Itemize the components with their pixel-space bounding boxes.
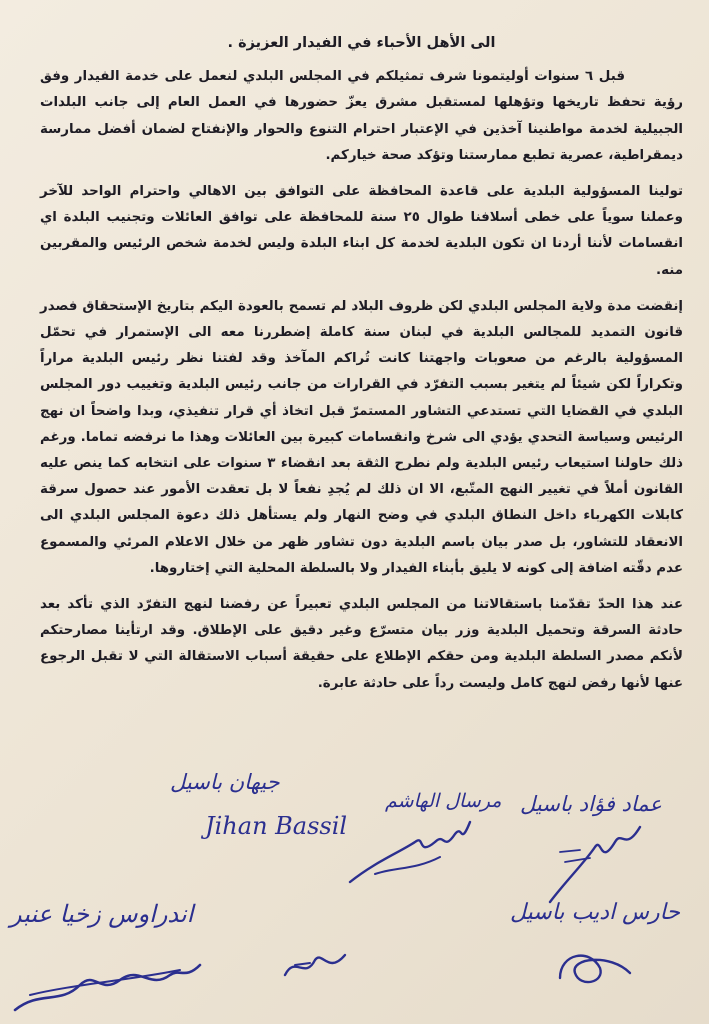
paragraph-4: عند هذا الحدّ تقدّمنا باستقالاتنا من المجلس البلدي تعبيراً عن رفضنا لنهج التفرّد الذي تأكد بعد حادثة السرقة وتحميل البلدية وزر بيان متسرّع وغير دقيق على الإطلاق. وقد ارتأينا مصارحتكم لأنكم مصدر السلطة البلدية ومن حقكم الإطلاع على حقيقة أسباب الاستقالة التي لا تقبل الرجوع عنها لأنها رفض لنهج كامل وليست رداً على حادثة عابرة. xyxy=(40,597,683,691)
signature-6-scribble xyxy=(280,945,350,985)
signature-5-scribble xyxy=(10,950,210,1020)
signature-2-scribble xyxy=(345,812,475,892)
paragraph-2: تولينا المسؤولية البلدية على قاعدة المحافظة على التوافق بين الاهالي واحترام الواحد للآخر وعملنا سوياً على خطى أسلافنا طوال ٢٥ سنة للمحافظة على توافق العائلات وتجنيب البلدة اي انقسامات لأننا أردنا ان تكون البلدية لخدمة كل ابناء البلدة وليس لخدمة شخص الرئيس والمقربين منه. xyxy=(40,184,683,278)
signature-3-scribble xyxy=(540,822,660,912)
signatures-area: جيهان باسيل Jihan Bassil مرسال الهاشم عماد فؤاد باسيل حارس اديب باسيل اندراوس زخيا عنبر xyxy=(0,770,709,1024)
letter-title: الى الأهل الأحباء في الفيدار العزيزة . xyxy=(227,35,496,51)
paragraph-3: إنقضت مدة ولاية المجلس البلدي لكن ظروف البلاد لم تسمح بالعودة اليكم بتاريخ الإستحقاق فصدر قانون التمديد للمجالس البلدية في لبنان سنة كاملة إضطررنا معه الى الإستمرار في تحمّل المسؤولية بالرغم من صعوبات واجهتنا كانت تُراكم المآخذ وقد لفتنا نظر رئيس البلدية مراراً وتكراراً لكن شيئاً لم يتغير بسبب التفرّد في القرارات من جانب رئيس البلدية وتغييب دور المجلس البلدي في القضايا التي تستدعي التشاور المستمرّ قبل اتخاذ أي قرار تنفيذي، وبدا واضحاً ان نهج الرئيس وسياسة التحدي يؤدي الى شرخ وانقسامات كبيرة بين العائلات وهذا ما نرفضه تماما. ورغم ذلك حاولنا استيعاب رئيس البلدية ولم نطرح الثقة بعد انقضاء ٣ سنوات على انتخابه كما ينص عليه القانون أملاً في تغيير النهج المتّبع، الا ان ذلك لم يُجدِ نفعاً لا بل تعقدت الأمور عند حصول سرقة كابلات الكهرباء داخل النطاق البلدي في وضح النهار ولم يستأهل ذلك دعوة المجلس البلدي الى الانعقاد للتشاور، بل صدر بيان باسم البلدية دون تشاور ظهر من خلال الاعلام المرئي والمسموع عدم دقّته اضافة إلى كونه لا يليق بأبناء الفيدار ولا بالسلطة المحلية التي إختاروها. xyxy=(40,298,684,576)
signature-6 xyxy=(280,945,350,989)
letter-body xyxy=(40,30,683,707)
paragraph-1: قبل ٦ سنوات أوليتمونا شرف تمثيلكم في المجلس البلدي لنعمل على خدمة الفيدار وفق رؤية تحفظ تاريخها وتؤهلها لمستقبل مشرق يعزّ حضورها في العمل العام إلى جانب البلدات الجبيلية لخدمة مواطنينا آخذين في الإعتبار احترام التنوع والحوار والإنفتاح لضمان أفضل ممارسة ديمقراطية، عصرية تطبع ممارستنا وتؤكد صحة خياركم. xyxy=(40,69,683,163)
signature-4-scribble xyxy=(550,938,640,998)
